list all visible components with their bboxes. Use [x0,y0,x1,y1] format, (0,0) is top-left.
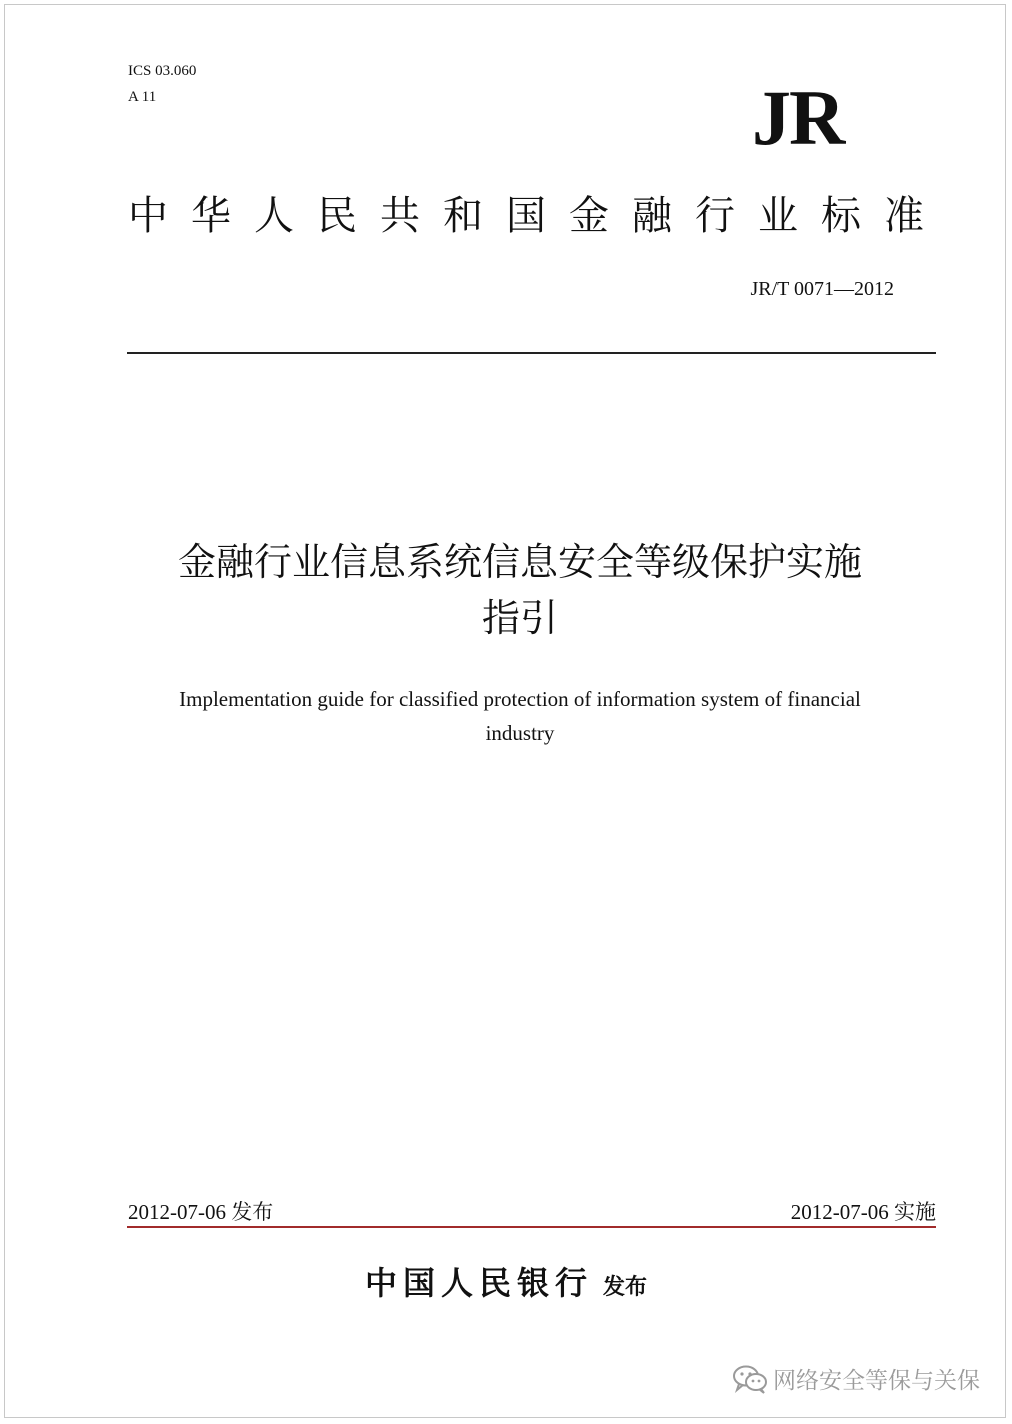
ccs-code: A 11 [128,89,157,105]
issuer [0,1258,1012,1304]
footer-divider [127,1226,936,1228]
title-english [120,682,920,750]
watermark-text: 网络安全等保与关保 [773,1368,980,1394]
title-cn-line-2: 指引 [481,596,558,640]
ics-code: ICS 03.060 [128,63,197,79]
header-divider [127,352,936,354]
wechat-icon [731,1364,769,1400]
issuer-suffix: 发布 [603,1275,648,1300]
title-en-line-2: industry [485,721,555,745]
issuer-name: 中国人民银行 [364,1264,593,1302]
issue-date: 2012-07-06 发布 [128,1200,274,1224]
title-en-line-1: Implementation guide for classified protection of information system of financial [179,687,861,711]
title-cn-line-1: 金融行业信息系统信息安全等级保护实施 [177,540,862,584]
title-chinese [100,534,940,646]
standard-type: 中华人民共和国金融行业标准 [128,193,947,239]
jr-logo: JR [752,74,844,161]
watermark [731,1362,980,1400]
implement-date: 2012-07-06 实施 [790,1200,936,1224]
standard-number: JR/T 0071—2012 [750,278,894,300]
classification-codes [128,58,196,110]
